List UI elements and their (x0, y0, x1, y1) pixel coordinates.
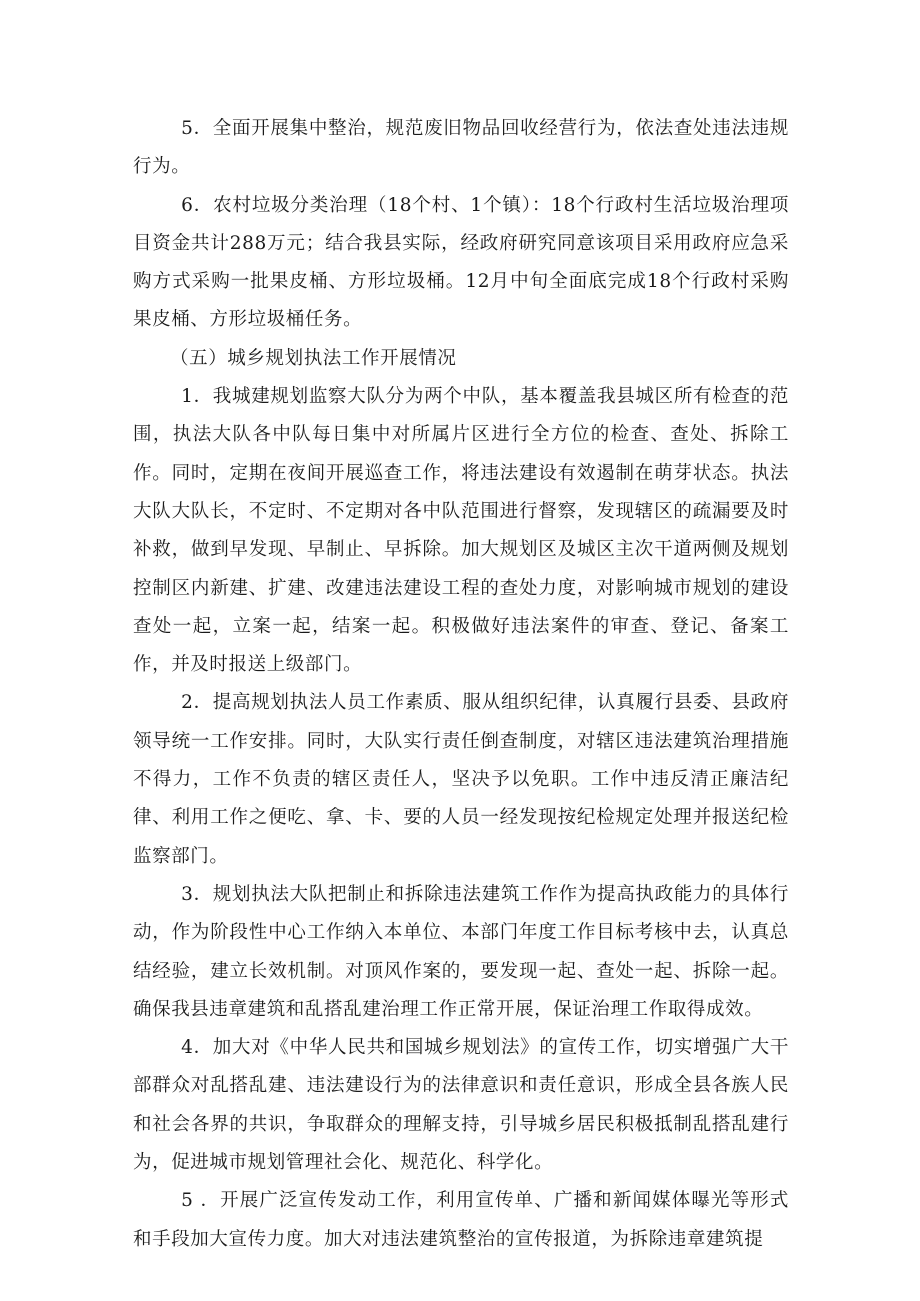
paragraph-item-1-inspection-brigade: 1．我城建规划监察大队分为两个中队，基本覆盖我县城区所有检查的范围，执法大队各中队每日集中对所属片区进行全方位的检查、查处、拆除工作。同时，定期在夜间开展巡查工作，将违法建设有效遏制在萌芽状态。执法大队大队长，不定时、不定期对各中队范围进行督察，发现辖区的疏漏要及时补救，做到早发现、早制止、早拆除。加大规划区及城区主次干道两侧及规划控制区内新建、扩建、改建违法建设工程的查处力度，对影响城市规划的建设查处一起，立案一起，结案一起。积极做好违法案件的审查、登记、备案工作，并及时报送上级部门。 (133, 386, 789, 676)
section-heading-urban-rural-planning: （五）城乡规划执法工作开展情况 (170, 347, 457, 369)
paragraph-item-3-demolition-work: 3．规划执法大队把制止和拆除违法建筑工作作为提高执政能力的具体行动，作为阶段性中心工作纳入本单位、本部门年度工作目标考核中去，认真总结经验，建立长效机制。对顶风作案的，要发现一起、查处一起、拆除一起。确保我县违章建筑和乱搭乱建治理工作正常开展，保证治理工作取得成效。 (133, 883, 789, 1020)
paragraph-item-5-recycling: 5．全面开展集中整治，规范废旧物品回收经营行为，依法查处违法违规行为。 (133, 118, 789, 178)
paragraph-item-5-publicity-campaign: 5 ．开展广泛宣传发动工作，利用宣传单、广播和新闻媒体曝光等形式和手段加大宣传力度。加大对违法建筑整治的宣传报道，为拆除违章建筑提 (133, 1190, 789, 1250)
paragraph-item-2-staff-discipline: 2．提高规划执法人员工作素质、服从组织纪律，认真履行县委、县政府领导统一工作安排。同时，大队实行责任倒查制度，对辖区违法建筑治理措施不得力，工作不负责的辖区责任人，坚决予以免职。工作中违反清正廉洁纪律、利用工作之便吃、拿、卡、要的人员一经发现按纪检规定处理并报送纪检监察部门。 (133, 692, 789, 867)
paragraph-item-4-law-publicity: 4．加大对《中华人民共和国城乡规划法》的宣传工作，切实增强广大干部群众对乱搭乱建、违法建设行为的法律意识和责任意识，形成全县各族人民和社会各界的共识，争取群众的理解支持，引导城乡居民积极抵制乱搭乱建行为，促进城市规划管理社会化、规范化、科学化。 (133, 1037, 789, 1174)
document-page (133, 110, 789, 1259)
paragraph-item-6-rural-garbage: 6．农村垃圾分类治理（18个村、1个镇）：18个行政村生活垃圾治理项目资金共计288万元；结合我县实际，经政府研究同意该项目采用政府应急采购方式采购一批果皮桶、方形垃圾桶。12月中旬全面底完成18个行政村采购果皮桶、方形垃圾桶任务。 (133, 194, 789, 331)
